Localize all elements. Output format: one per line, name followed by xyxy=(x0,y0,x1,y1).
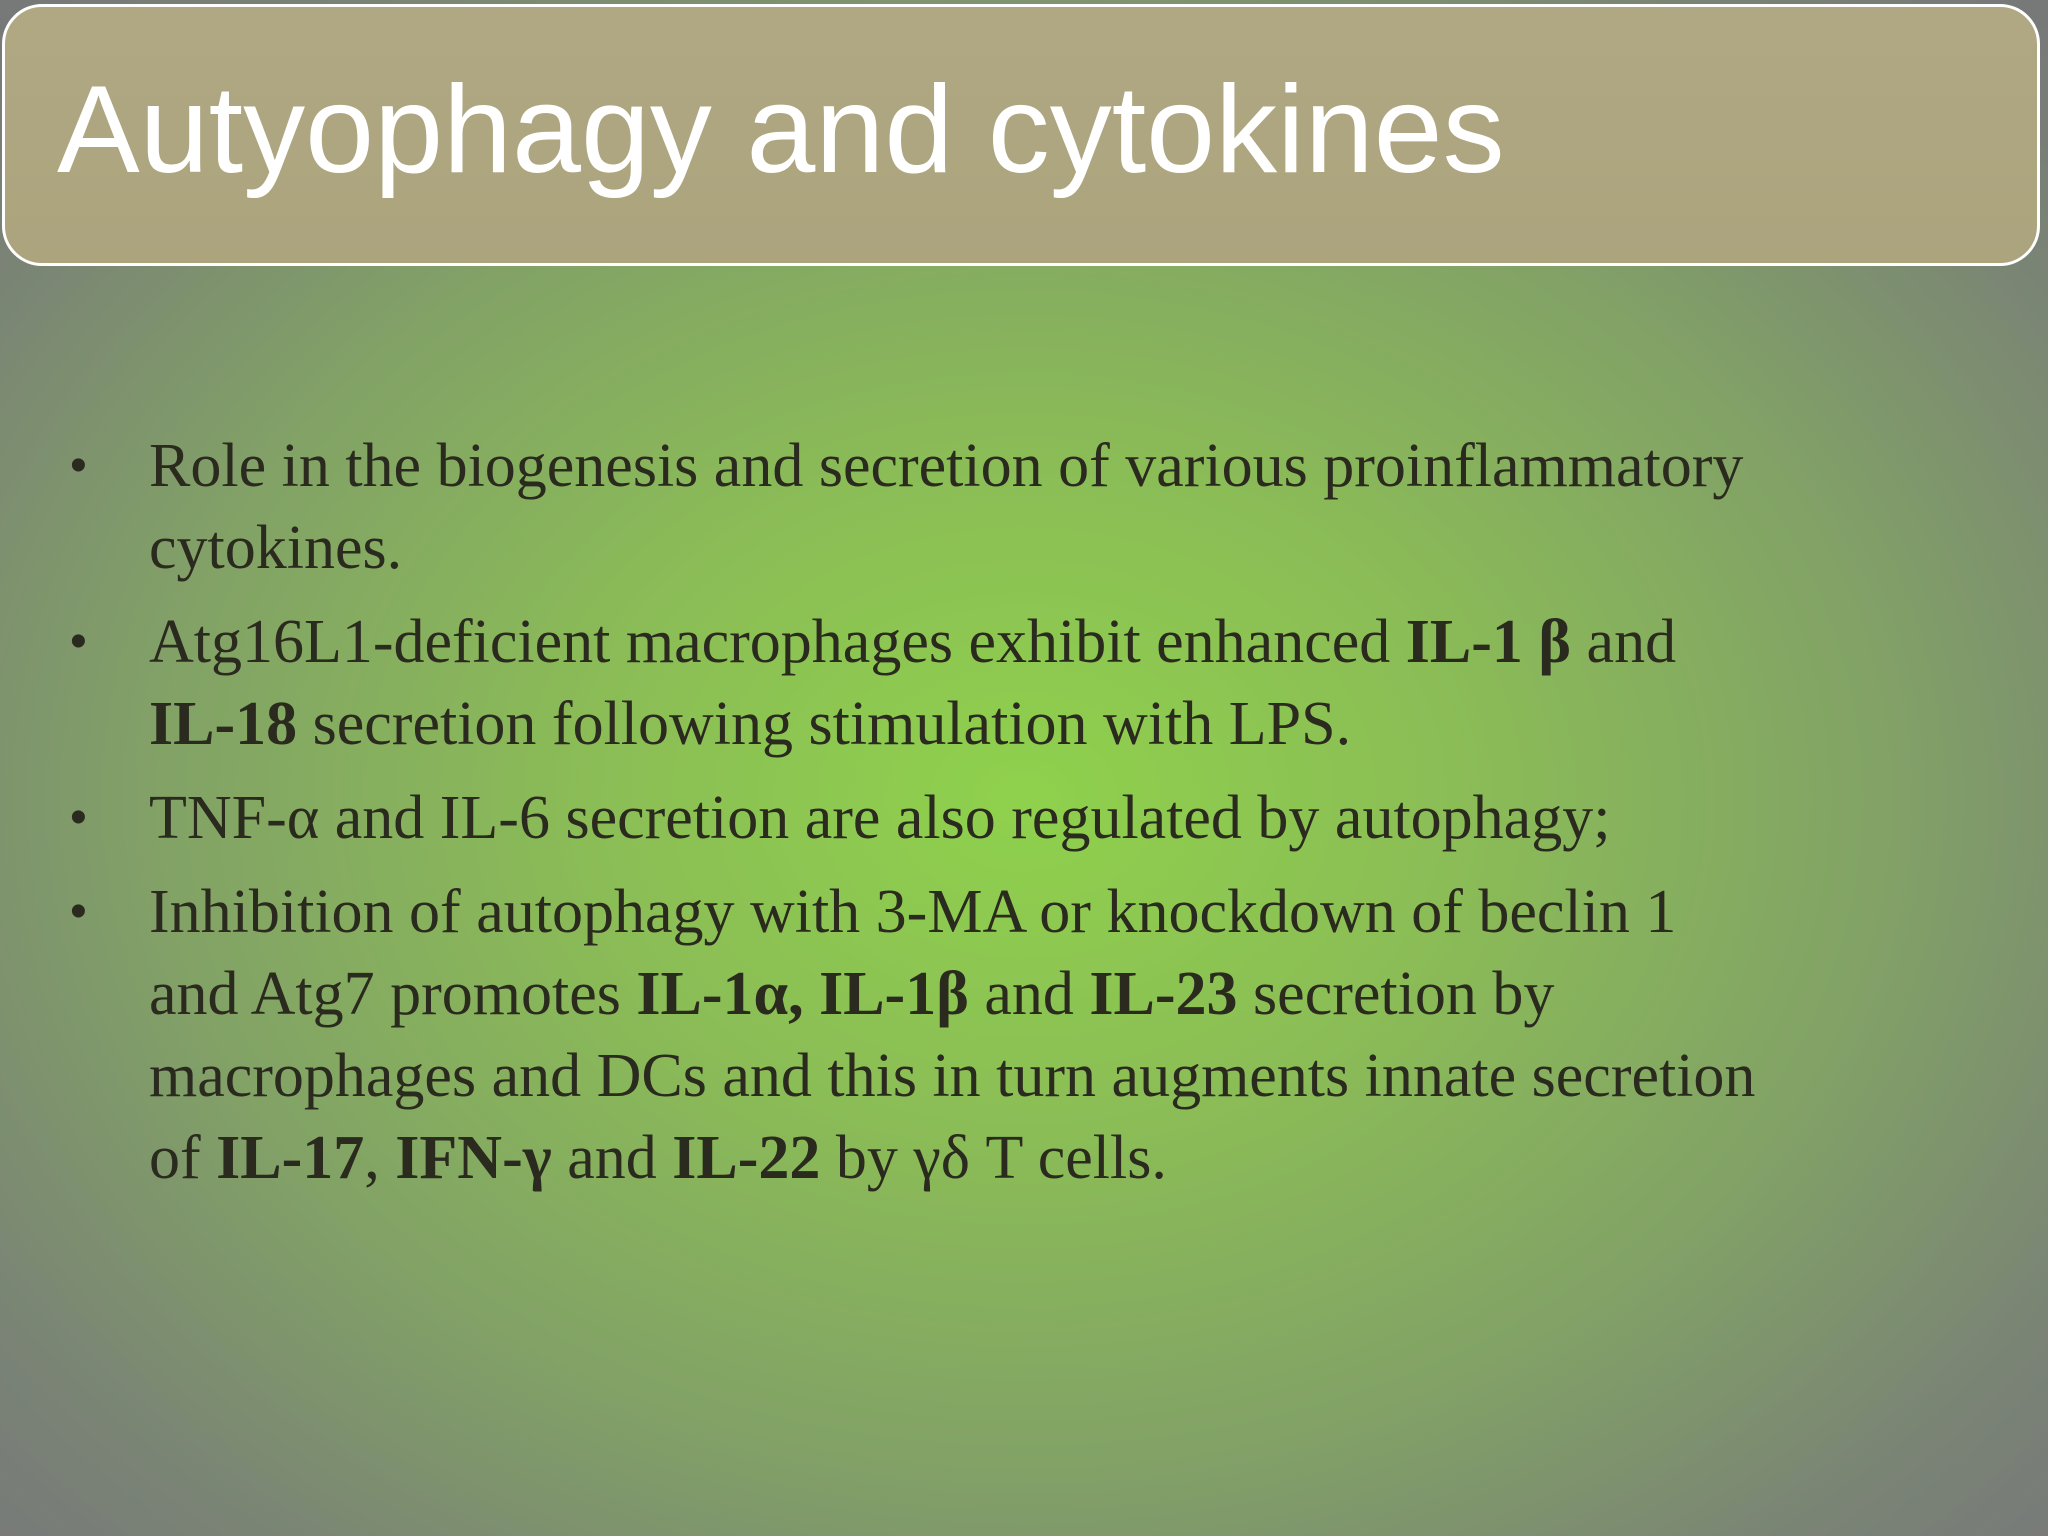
bullet-line xyxy=(149,425,1988,507)
slide-title: Autyophagy and cytokines xyxy=(57,61,1505,199)
bullet-line xyxy=(149,601,1988,683)
bullet-text: and xyxy=(1571,608,1677,676)
bullet-text: Inhibition of autophagy with 3-MA or knockdown of beclin 1 xyxy=(149,878,1677,946)
bullet-line xyxy=(149,777,1988,859)
bold-term: IL-22 xyxy=(672,1124,821,1192)
bullet-line xyxy=(149,507,1988,589)
bullet-text: and Atg7 promotes xyxy=(149,960,637,1028)
title-banner xyxy=(2,4,2040,266)
bullet-marker: • xyxy=(70,885,87,938)
bold-term: IL-18 xyxy=(149,690,298,758)
bold-term: IFN-γ xyxy=(395,1124,552,1192)
bold-term: IL-1α, IL-1β xyxy=(636,960,969,1028)
bullet-item xyxy=(0,871,2048,1199)
bullet-line xyxy=(149,871,1988,953)
bullet-text: , xyxy=(364,1124,396,1192)
bullet-text: macrophages and DCs and this in turn augments innate secretion xyxy=(149,1042,1756,1110)
bullet-text: of xyxy=(149,1124,217,1192)
bullet-line xyxy=(149,1117,1988,1199)
bullet-marker: • xyxy=(70,439,87,492)
bullet-text: and xyxy=(968,960,1090,1028)
bullet-text: secretion following stimulation with LPS. xyxy=(297,690,1352,758)
bullet-text: secretion by xyxy=(1237,960,1555,1028)
bullet-marker: • xyxy=(70,615,87,668)
bold-term: IL-17 xyxy=(216,1124,365,1192)
bullet-item xyxy=(0,777,2048,859)
bullet-text: Role in the biogenesis and secretion of various proinflammatory xyxy=(149,432,1744,500)
bullet-text: cytokines. xyxy=(149,514,403,582)
bullet-item xyxy=(0,601,2048,765)
bold-term: IL-1 β xyxy=(1405,608,1572,676)
bullet-line xyxy=(149,953,1988,1035)
bullet-item xyxy=(0,425,2048,589)
bullet-text: Atg16L1-deficient macrophages exhibit enhanced xyxy=(149,608,1406,676)
bullet-text: by γδ T cells. xyxy=(820,1124,1167,1192)
bullet-text: and xyxy=(551,1124,673,1192)
bullet-list xyxy=(0,425,2048,1211)
bullet-line xyxy=(149,1035,1988,1117)
bullet-marker: • xyxy=(70,791,87,844)
bullet-line xyxy=(149,683,1988,765)
bold-term: IL-23 xyxy=(1089,960,1238,1028)
bullet-text: TNF-α and IL-6 secretion are also regulated by autophagy; xyxy=(149,784,1611,852)
